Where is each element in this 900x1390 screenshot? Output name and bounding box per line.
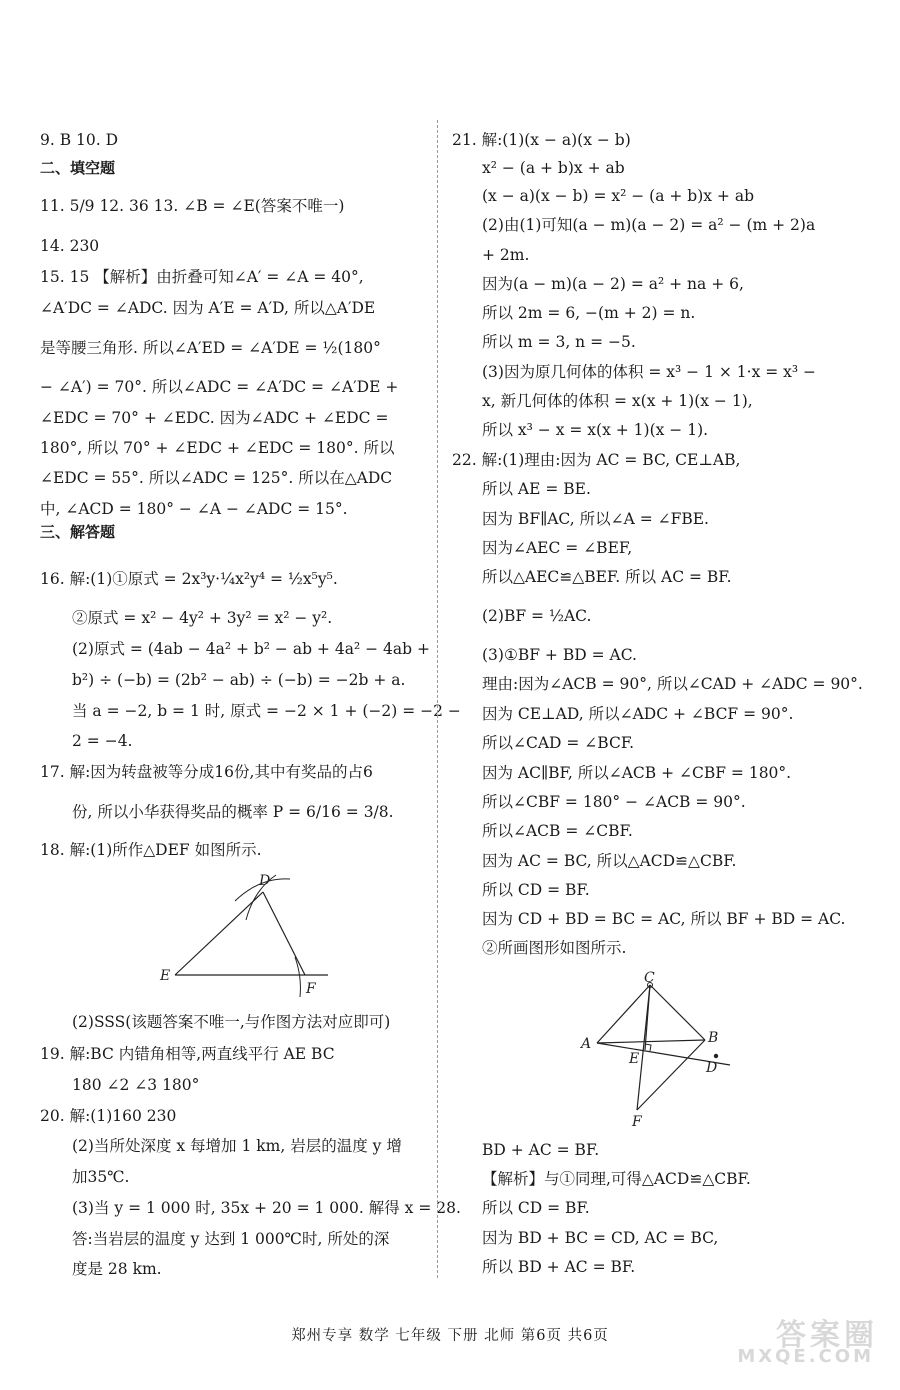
right-text-line: 因为 BF∥AC, 所以∠A = ∠FBE. xyxy=(482,510,709,528)
left-text-line: ∠EDC = 55°. 所以∠ADC = 125°. 所以在△ADC xyxy=(40,469,393,487)
left-text-line: 度是 28 km. xyxy=(72,1260,162,1278)
left-text-line: 17. 解:因为转盘被等分成16份,其中有奖品的占6 xyxy=(40,763,373,781)
right-text-line: x² − (a + b)x + ab xyxy=(482,159,625,177)
right-text-line: 所以 BD + AC = BF. xyxy=(482,1258,636,1276)
left-text-line: 三、解答题 xyxy=(40,523,116,541)
right-text-line: 因为 AC = BC, 所以△ACD≌△CBF. xyxy=(482,852,737,870)
right-text-line: 理由:因为∠ACB = 90°, 所以∠CAD + ∠ADC = 90°. xyxy=(482,675,863,693)
right-text-line: 21. 解:(1)(x − a)(x − b) xyxy=(452,131,631,149)
right-text-line: 所以∠CAD = ∠BCF. xyxy=(482,734,635,752)
left-text-line: 11. 5/9 12. 36 13. ∠B = ∠E(答案不唯一) xyxy=(40,197,345,215)
figure-22-diagram xyxy=(575,970,745,1130)
left-text-line: ∠EDC = 70° + ∠EDC. 因为∠ADC + ∠EDC = xyxy=(40,409,389,427)
right-text-line: BD + AC = BF. xyxy=(482,1141,600,1159)
right-text-line: 因为∠AEC = ∠BEF, xyxy=(482,539,633,557)
right-text-line: 所以 CD = BF. xyxy=(482,881,590,899)
watermark-line2: MXQE.COM xyxy=(737,1346,874,1367)
right-text-line: 22. 解:(1)理由:因为 AC = BC, CE⊥AB, xyxy=(452,451,741,469)
left-text-line: 14. 230 xyxy=(40,237,100,255)
right-text-line: (3)因为原几何体的体积 = x³ − 1 × 1·x = x³ − xyxy=(482,363,817,381)
right-text-line: 所以 2m = 6, −(m + 2) = n. xyxy=(482,304,696,322)
left-text-line: (2)当所处深度 x 每增加 1 km, 岩层的温度 y 增 xyxy=(72,1137,402,1155)
right-text-line: (x − a)(x − b) = x² − (a + b)x + ab xyxy=(482,187,754,205)
right-text-line: 所以∠CBF = 180° − ∠ACB = 90°. xyxy=(482,793,746,811)
left-text-line: 20. 解:(1)160 230 xyxy=(40,1107,177,1125)
left-text-line: 份, 所以小华获得奖品的概率 P = 6/16 = 3/8. xyxy=(72,803,394,821)
right-text-line: 【解析】与①同理,可得△ACD≌△CBF. xyxy=(482,1170,751,1188)
fig22-label-b: B xyxy=(708,1030,719,1046)
right-text-line: 所以 CD = BF. xyxy=(482,1199,590,1217)
fig18-label-f: F xyxy=(306,981,316,997)
right-text-line: x, 新几何体的体积 = x(x + 1)(x − 1), xyxy=(482,392,753,410)
fig22-label-a: A xyxy=(581,1036,592,1052)
left-text-line: (2)SSS(该题答案不唯一,与作图方法对应即可) xyxy=(72,1013,391,1031)
left-text-line: 15. 15 【解析】由折叠可知∠A′ = ∠A = 40°, xyxy=(40,268,364,286)
right-text-line: 所以∠ACB = ∠CBF. xyxy=(482,822,633,840)
left-text-line: 180°, 所以 70° + ∠EDC + ∠EDC = 180°. 所以 xyxy=(40,439,395,457)
right-text-line: 所以△AEC≌△BEF. 所以 AC = BF. xyxy=(482,568,732,586)
left-text-line: b²) ÷ (−b) = (2b² − ab) ÷ (−b) = −2b + a. xyxy=(72,671,406,689)
right-text-line: 所以 m = 3, n = −5. xyxy=(482,333,636,351)
left-text-line: (2)原式 = (4ab − 4a² + b² − ab + 4a² − 4ab + xyxy=(72,640,430,658)
left-text-line: ∠A′DC = ∠ADC. 因为 A′E = A′D, 所以△A′DE xyxy=(40,299,376,317)
left-text-line: 180 ∠2 ∠3 180° xyxy=(72,1076,200,1094)
right-text-line: ②所画图形如图所示. xyxy=(482,939,627,957)
page-footer: 郑州专享 数学 七年级 下册 北师 第6页 共6页 xyxy=(291,1328,609,1344)
right-text-line: (2)由(1)可知(a − m)(a − 2) = a² − (m + 2)a xyxy=(482,216,816,234)
left-text-line: 二、填空题 xyxy=(40,159,116,177)
left-text-line: 18. 解:(1)所作△DEF 如图所示. xyxy=(40,841,262,859)
right-text-line: 因为 CE⊥AD, 所以∠ADC + ∠BCF = 90°. xyxy=(482,705,794,723)
left-text-line: 是等腰三角形. 所以∠A′ED = ∠A′DE = ½(180° xyxy=(40,339,381,357)
right-text-line: 所以 AE = BE. xyxy=(482,480,591,498)
column-divider xyxy=(437,120,438,1278)
left-text-line: 加35℃. xyxy=(72,1168,130,1186)
left-text-line: 16. 解:(1)①原式 = 2x³y·¼x²y⁴ = ½x⁵y⁵. xyxy=(40,570,338,588)
right-text-line: + 2m. xyxy=(482,246,530,264)
left-text-line: 当 a = −2, b = 1 时, 原式 = −2 × 1 + (−2) = −2 − xyxy=(72,702,461,720)
left-text-line: 2 = −4. xyxy=(72,732,133,750)
right-text-line: (2)BF = ½AC. xyxy=(482,607,592,625)
left-text-line: (3)当 y = 1 000 时, 35x + 20 = 1 000. 解得 x = 28. xyxy=(72,1199,461,1217)
fig22-label-d: D xyxy=(706,1060,718,1076)
right-text-line: 因为 CD + BD = BC = AC, 所以 BF + BD = AC. xyxy=(482,910,846,928)
right-text-line: 因为 AC∥BF, 所以∠ACB + ∠CBF = 180°. xyxy=(482,764,792,782)
fig18-label-d: D xyxy=(259,873,271,889)
left-text-line: ②原式 = x² − 4y² + 3y² = x² − y². xyxy=(72,609,333,627)
fig18-label-e: E xyxy=(160,968,171,984)
left-text-line: 中, ∠ACD = 180° − ∠A − ∠ADC = 15°. xyxy=(40,500,348,518)
right-text-line: (3)①BF + BD = AC. xyxy=(482,646,637,664)
watermark-line1: 答案圈 xyxy=(776,1318,878,1353)
right-text-line: 因为(a − m)(a − 2) = a² + na + 6, xyxy=(482,275,744,293)
left-text-line: 答:当岩层的温度 y 达到 1 000℃时, 所处的深 xyxy=(72,1230,390,1248)
watermark-logo xyxy=(718,1310,878,1372)
fig22-label-c: C xyxy=(644,970,655,986)
right-text-line: 所以 x³ − x = x(x + 1)(x − 1). xyxy=(482,421,709,439)
left-text-line: 9. B 10. D xyxy=(40,131,119,149)
fig22-label-e: E xyxy=(629,1051,640,1067)
right-text-line: 因为 BD + BC = CD, AC = BC, xyxy=(482,1229,719,1247)
figure-18-triangle-def xyxy=(150,865,350,1005)
left-text-line: − ∠A′) = 70°. 所以∠ADC = ∠A′DC = ∠A′DE + xyxy=(40,378,399,396)
fig22-label-f: F xyxy=(632,1114,642,1130)
left-text-line: 19. 解:BC 内错角相等,两直线平行 AE BC xyxy=(40,1045,335,1063)
